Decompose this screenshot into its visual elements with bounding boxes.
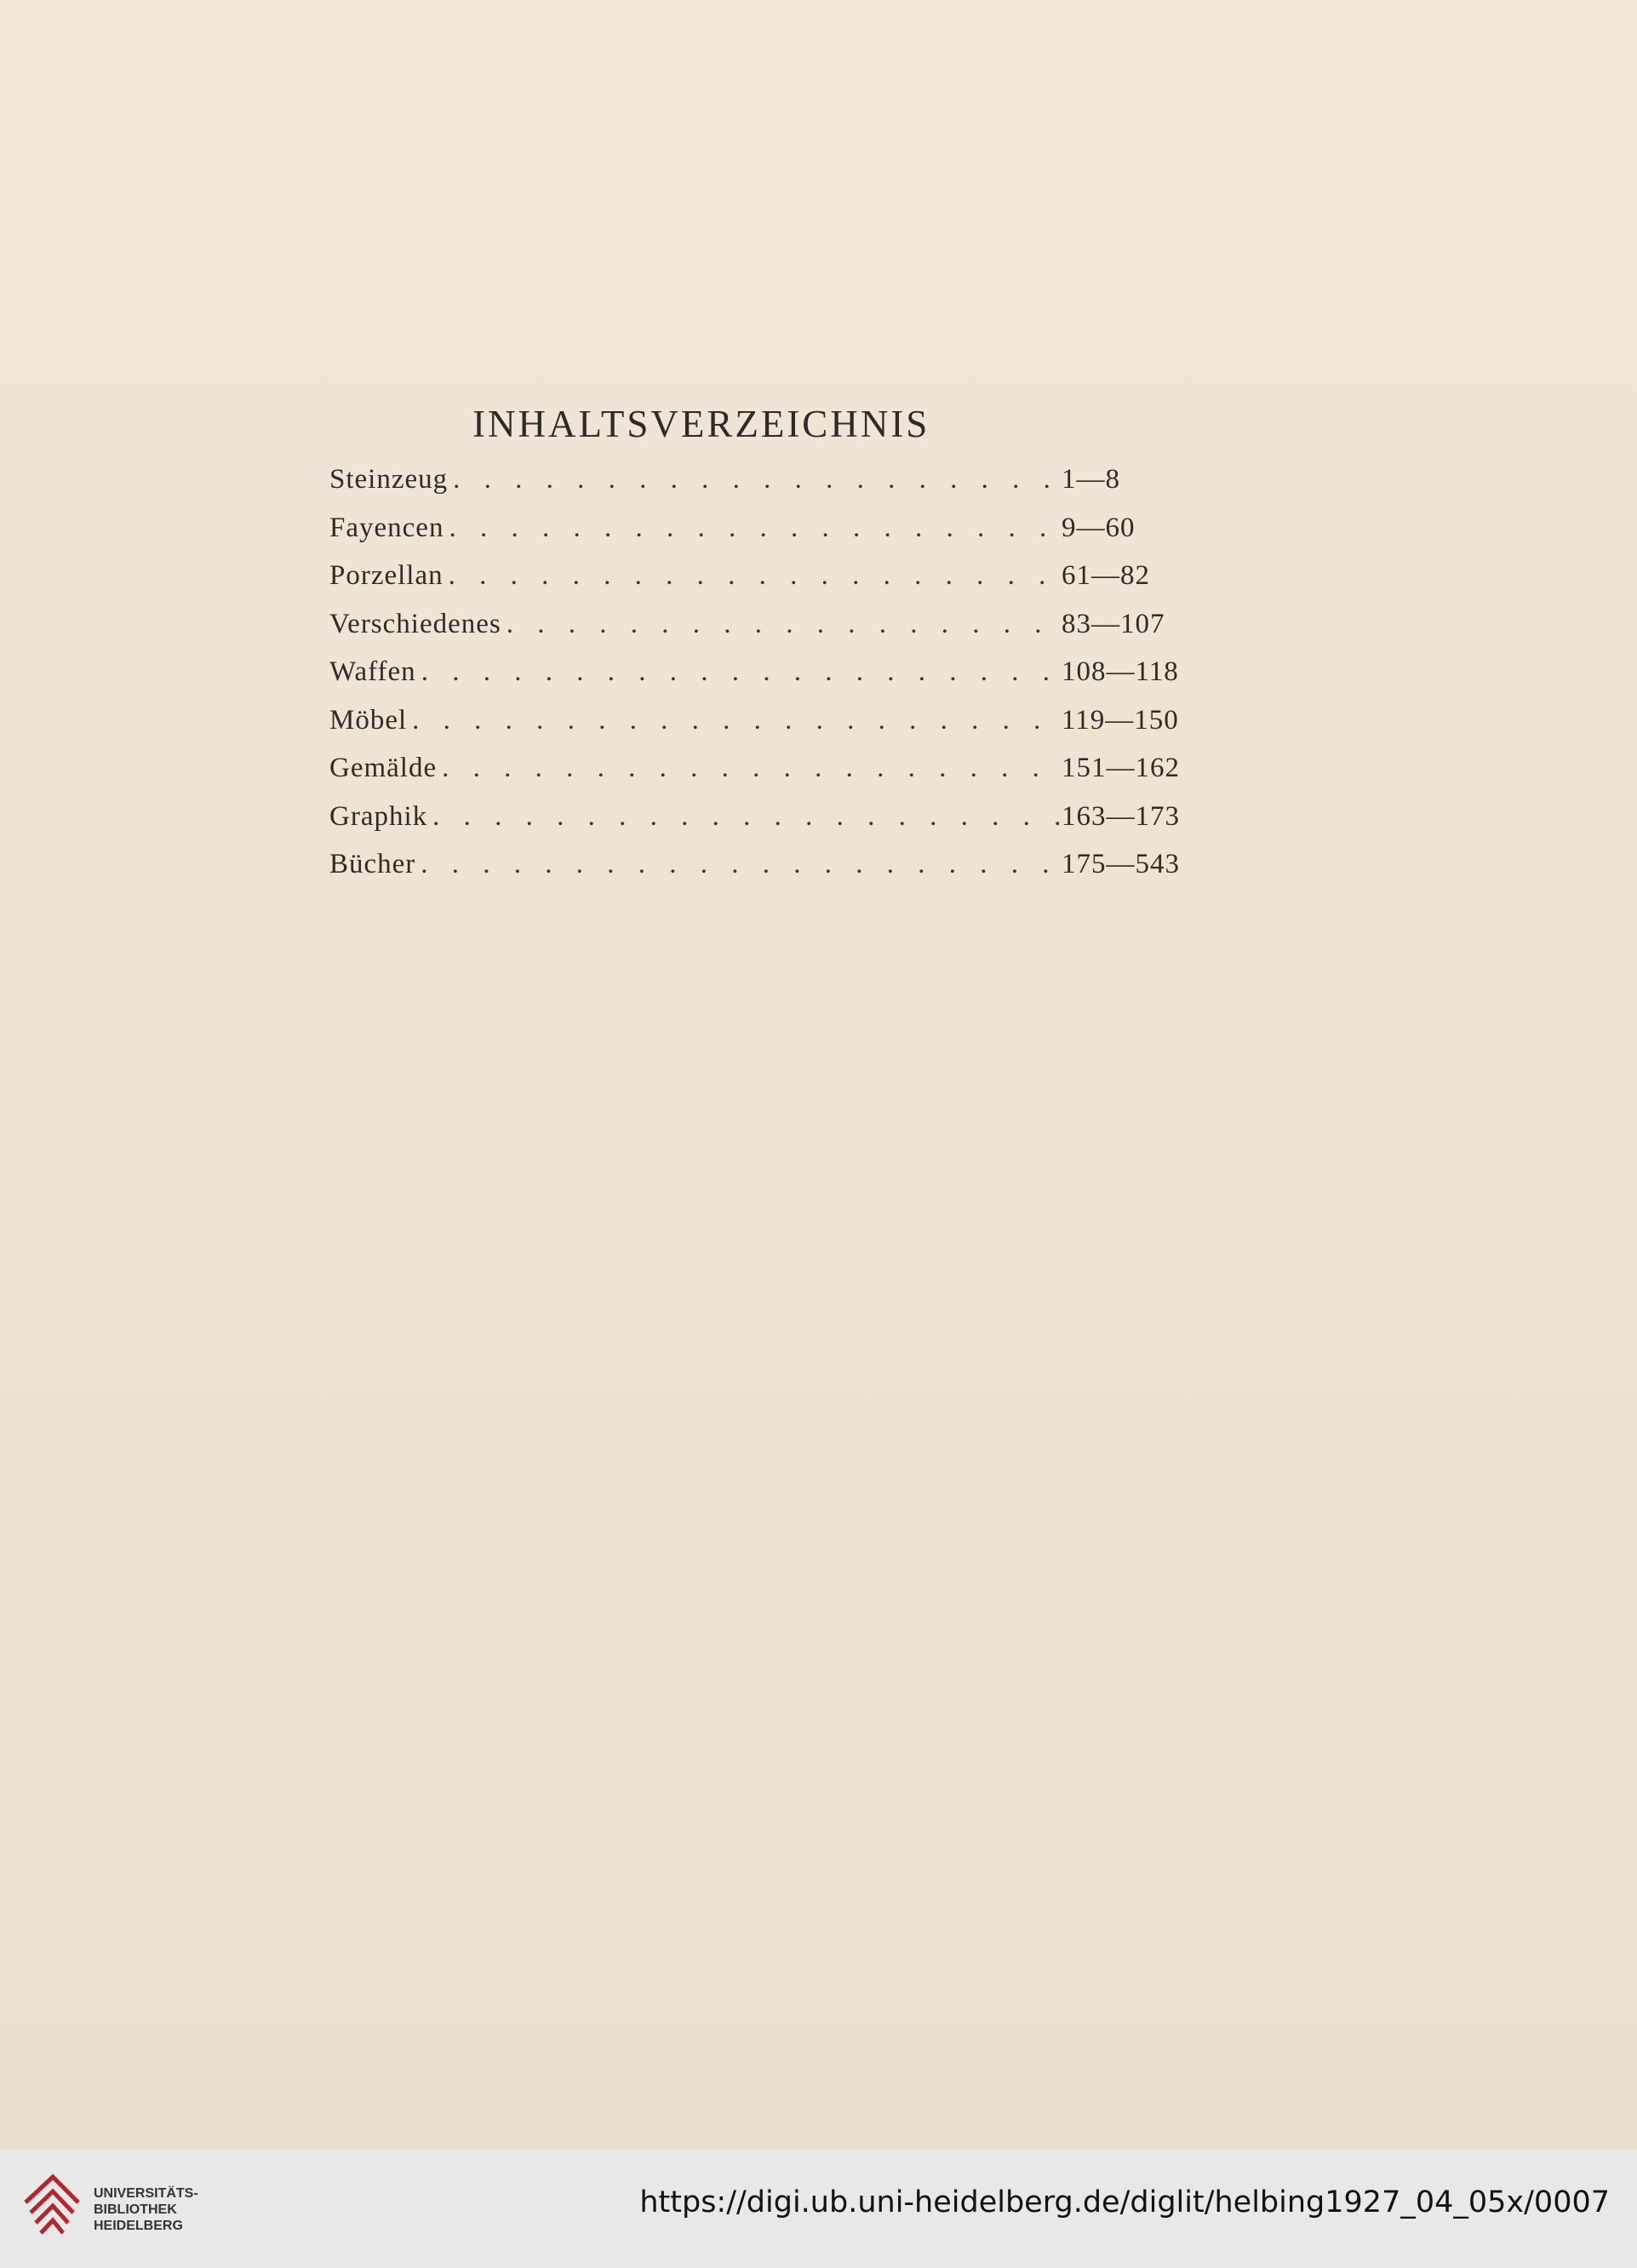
toc-entry: [329, 849, 1189, 897]
university-library-logo-icon[interactable]: [19, 2168, 85, 2250]
toc-entry-label: Waffen: [329, 656, 416, 687]
toc-leader-dots: [407, 705, 1062, 736]
toc-entry: [329, 753, 1189, 801]
toc-leader-dots: [444, 560, 1062, 592]
viewer-footer: [0, 2150, 1637, 2268]
toc-entry: [329, 513, 1189, 561]
toc-title: INHALTSVERZEICHNIS: [472, 403, 930, 445]
toc-entry-pages: 108—118: [1062, 656, 1179, 687]
toc-entry-label: Graphik: [329, 800, 428, 832]
bleed-through-text-block: [153, 1192, 1481, 1669]
page-url-link[interactable]: https://digi.ub.uni-heidelberg.de/diglit/helbing1927_04_05x/0007: [639, 2185, 1610, 2219]
toc-entry-label: Möbel: [329, 704, 408, 736]
toc-entry: [329, 609, 1189, 657]
toc-entry-pages: 83—107: [1062, 608, 1165, 639]
toc-entry-label: Porzellan: [329, 560, 444, 591]
library-name-line: HEIDELBERG: [94, 2219, 183, 2233]
toc-entry: [329, 801, 1189, 850]
toc-leader-dots: [444, 513, 1062, 544]
toc-entry-pages: 1—8: [1062, 464, 1120, 495]
toc-entry-pages: 151—162: [1062, 753, 1180, 783]
toc-entry-label: Gemälde: [329, 753, 438, 783]
toc-entry-pages: 119—150: [1062, 704, 1179, 736]
library-name: [94, 2185, 198, 2234]
toc-entry-pages: 175—543: [1062, 849, 1180, 879]
bleed-through-heading: [0, 198, 1637, 237]
toc-entry-label: Bücher: [329, 849, 416, 879]
toc-leader-dots: [416, 656, 1062, 688]
toc-list: [329, 464, 1189, 897]
toc-entry-pages: 163—173: [1062, 800, 1180, 832]
toc-entry-pages: 9—60: [1062, 512, 1136, 543]
toc-entry: [329, 560, 1189, 609]
toc-entry: [329, 705, 1189, 753]
toc-entry-label: Steinzeug: [329, 464, 449, 495]
toc-entry-label: Fayencen: [329, 512, 444, 543]
library-name-line: UNIVERSITÄTS-: [94, 2186, 198, 2201]
toc-leader-dots: [427, 801, 1062, 833]
toc-entry: [329, 464, 1189, 513]
toc-leader-dots: [501, 609, 1062, 640]
toc-leader-dots: [437, 753, 1062, 784]
toc-entry-label: Verschiedenes: [329, 608, 501, 639]
toc-leader-dots: [448, 464, 1062, 495]
toc-entry-pages: 61—82: [1062, 560, 1150, 591]
toc-entry: [329, 656, 1189, 705]
toc-leader-dots: [415, 849, 1062, 880]
library-name-line: BIBLIOTHEK: [94, 2202, 177, 2217]
